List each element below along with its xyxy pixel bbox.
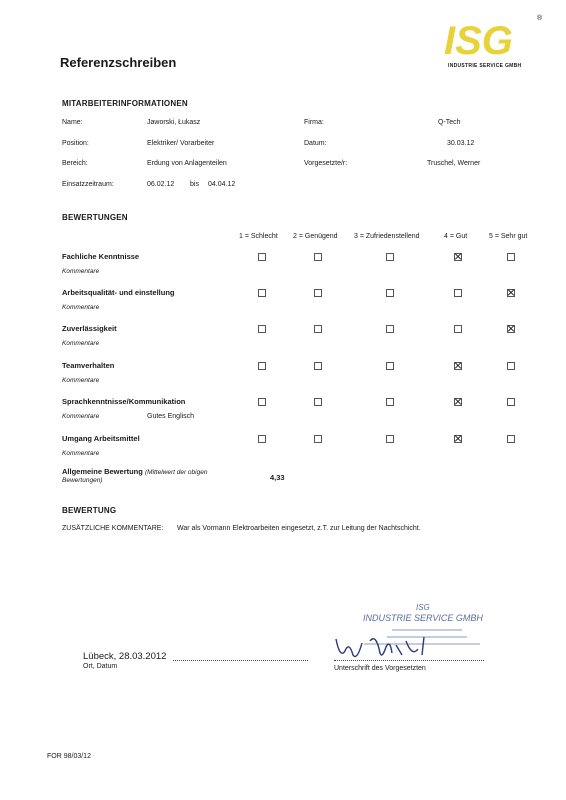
criterion-comment-value: Gutes Englisch: [147, 413, 195, 420]
stamp-line-1: ISG: [416, 603, 430, 612]
rating-checkbox-1[interactable]: [258, 253, 266, 261]
rating-checkbox-3[interactable]: [386, 325, 394, 333]
position-label: Position:: [62, 140, 89, 147]
criterion-comment-label: Kommentare: [62, 304, 100, 311]
logo-registered-mark: ®: [537, 15, 543, 22]
firma-value: Q-Tech: [438, 119, 461, 126]
evaluation-heading: BEWERTUNG: [62, 506, 117, 515]
firma-label: Firma:: [304, 119, 324, 126]
stamp-line-2: INDUSTRIE SERVICE GMBH: [363, 613, 483, 623]
vorgesetzte-label: Vorgesetzte/r:: [304, 160, 348, 167]
einsatz-label: Einsatzzeitraum:: [62, 181, 114, 188]
bereich-label: Bereich:: [62, 160, 88, 167]
place-date-label: Ort, Datum: [83, 663, 118, 670]
svg-text:ISG: ISG: [444, 19, 513, 63]
criterion-comment-label: Kommentare: [62, 268, 100, 275]
rating-checkbox-5[interactable]: [507, 362, 515, 370]
overall-note-2: Bewertungen): [62, 477, 103, 484]
rating-checkbox-5[interactable]: [507, 325, 515, 333]
place-date: Lübeck, 28.03.2012: [83, 651, 167, 662]
rating-checkbox-2[interactable]: [314, 398, 322, 406]
scale-label-4: 4 = Gut: [444, 233, 468, 240]
criterion-comment-label: Kommentare: [62, 450, 100, 457]
signature-line: [334, 660, 484, 661]
criterion-label: Sprachkenntnisse/Kommunikation: [62, 397, 186, 406]
scale-label-1: 1 = Schlecht: [239, 233, 278, 240]
rating-checkbox-4[interactable]: [454, 398, 462, 406]
rating-checkbox-3[interactable]: [386, 435, 394, 443]
overall-note-1: (Mittelwert der obigen: [144, 469, 208, 476]
name-label: Name:: [62, 119, 83, 126]
overall-label-text: Allgemeine Bewertung: [62, 467, 143, 476]
additional-comment-text: War als Vormann Elektroarbeiten eingesetzt, z.T. zur Leitung der Nachtschicht.: [177, 525, 421, 532]
rating-checkbox-5[interactable]: [507, 398, 515, 406]
bereich-value: Erdung von Anlagenteilen: [147, 160, 227, 167]
criterion-label: Fachliche Kenntnisse: [62, 252, 140, 261]
rating-checkbox-1[interactable]: [258, 398, 266, 406]
criterion-comment-label: Kommentare: [62, 340, 100, 347]
rating-checkbox-4[interactable]: [454, 325, 462, 333]
signature-graphic: [332, 625, 452, 665]
overall-label: [62, 467, 207, 476]
criterion-label: Zuverlässigkeit: [62, 324, 117, 333]
form-footer: FOR 98/03/12: [47, 753, 91, 760]
employee-info-heading: MITARBEITERINFORMATIONEN: [62, 99, 188, 108]
rating-checkbox-3[interactable]: [386, 398, 394, 406]
scale-label-3: 3 = Zufriedenstellend: [354, 233, 420, 240]
rating-checkbox-4[interactable]: [454, 253, 462, 261]
rating-checkbox-1[interactable]: [258, 289, 266, 297]
page-title: Referenzschreiben: [60, 55, 177, 70]
rating-checkbox-2[interactable]: [314, 362, 322, 370]
name-value: Jaworski, Łukasz: [147, 119, 201, 126]
rating-checkbox-4[interactable]: [454, 289, 462, 297]
scale-label-2: 2 = Genügend: [293, 233, 338, 240]
criterion-comment-label: Kommentare: [62, 413, 100, 420]
criterion-label: Umgang Arbeitsmittel: [62, 434, 140, 443]
rating-checkbox-3[interactable]: [386, 253, 394, 261]
overall-value: 4,33: [270, 473, 285, 482]
ratings-heading: BEWERTUNGEN: [62, 213, 128, 222]
rating-checkbox-2[interactable]: [314, 289, 322, 297]
additional-comment-label: ZUSÄTZLICHE KOMMENTARE:: [62, 525, 164, 532]
einsatz-bis: bis: [190, 181, 199, 188]
datum-value: 30.03.12: [447, 140, 475, 147]
rating-checkbox-1[interactable]: [258, 435, 266, 443]
rating-checkbox-5[interactable]: [507, 435, 515, 443]
vorgesetzte-value: Truschel, Werner: [427, 160, 481, 167]
datum-label: Datum:: [304, 140, 327, 147]
einsatz-from: 06.02.12: [147, 181, 175, 188]
scale-label-5: 5 = Sehr gut: [489, 233, 528, 240]
criterion-label: Arbeitsqualität- und einstellung: [62, 288, 175, 297]
rating-checkbox-5[interactable]: [507, 253, 515, 261]
criterion-comment-label: Kommentare: [62, 377, 100, 384]
place-date-line: [173, 660, 308, 661]
rating-checkbox-3[interactable]: [386, 289, 394, 297]
logo-subtitle: INDUSTRIE SERVICE GMBH: [448, 63, 522, 69]
rating-checkbox-1[interactable]: [258, 325, 266, 333]
rating-checkbox-2[interactable]: [314, 325, 322, 333]
position-value: Elektriker/ Vorarbeiter: [147, 140, 215, 147]
einsatz-to: 04.04.12: [208, 181, 236, 188]
rating-checkbox-1[interactable]: [258, 362, 266, 370]
rating-checkbox-5[interactable]: [507, 289, 515, 297]
rating-checkbox-3[interactable]: [386, 362, 394, 370]
rating-checkbox-4[interactable]: [454, 435, 462, 443]
signer-label: Unterschrift des Vorgesetzten: [334, 665, 426, 672]
rating-checkbox-2[interactable]: [314, 253, 322, 261]
rating-checkbox-4[interactable]: [454, 362, 462, 370]
rating-checkbox-2[interactable]: [314, 435, 322, 443]
criterion-label: Teamverhalten: [62, 361, 115, 370]
